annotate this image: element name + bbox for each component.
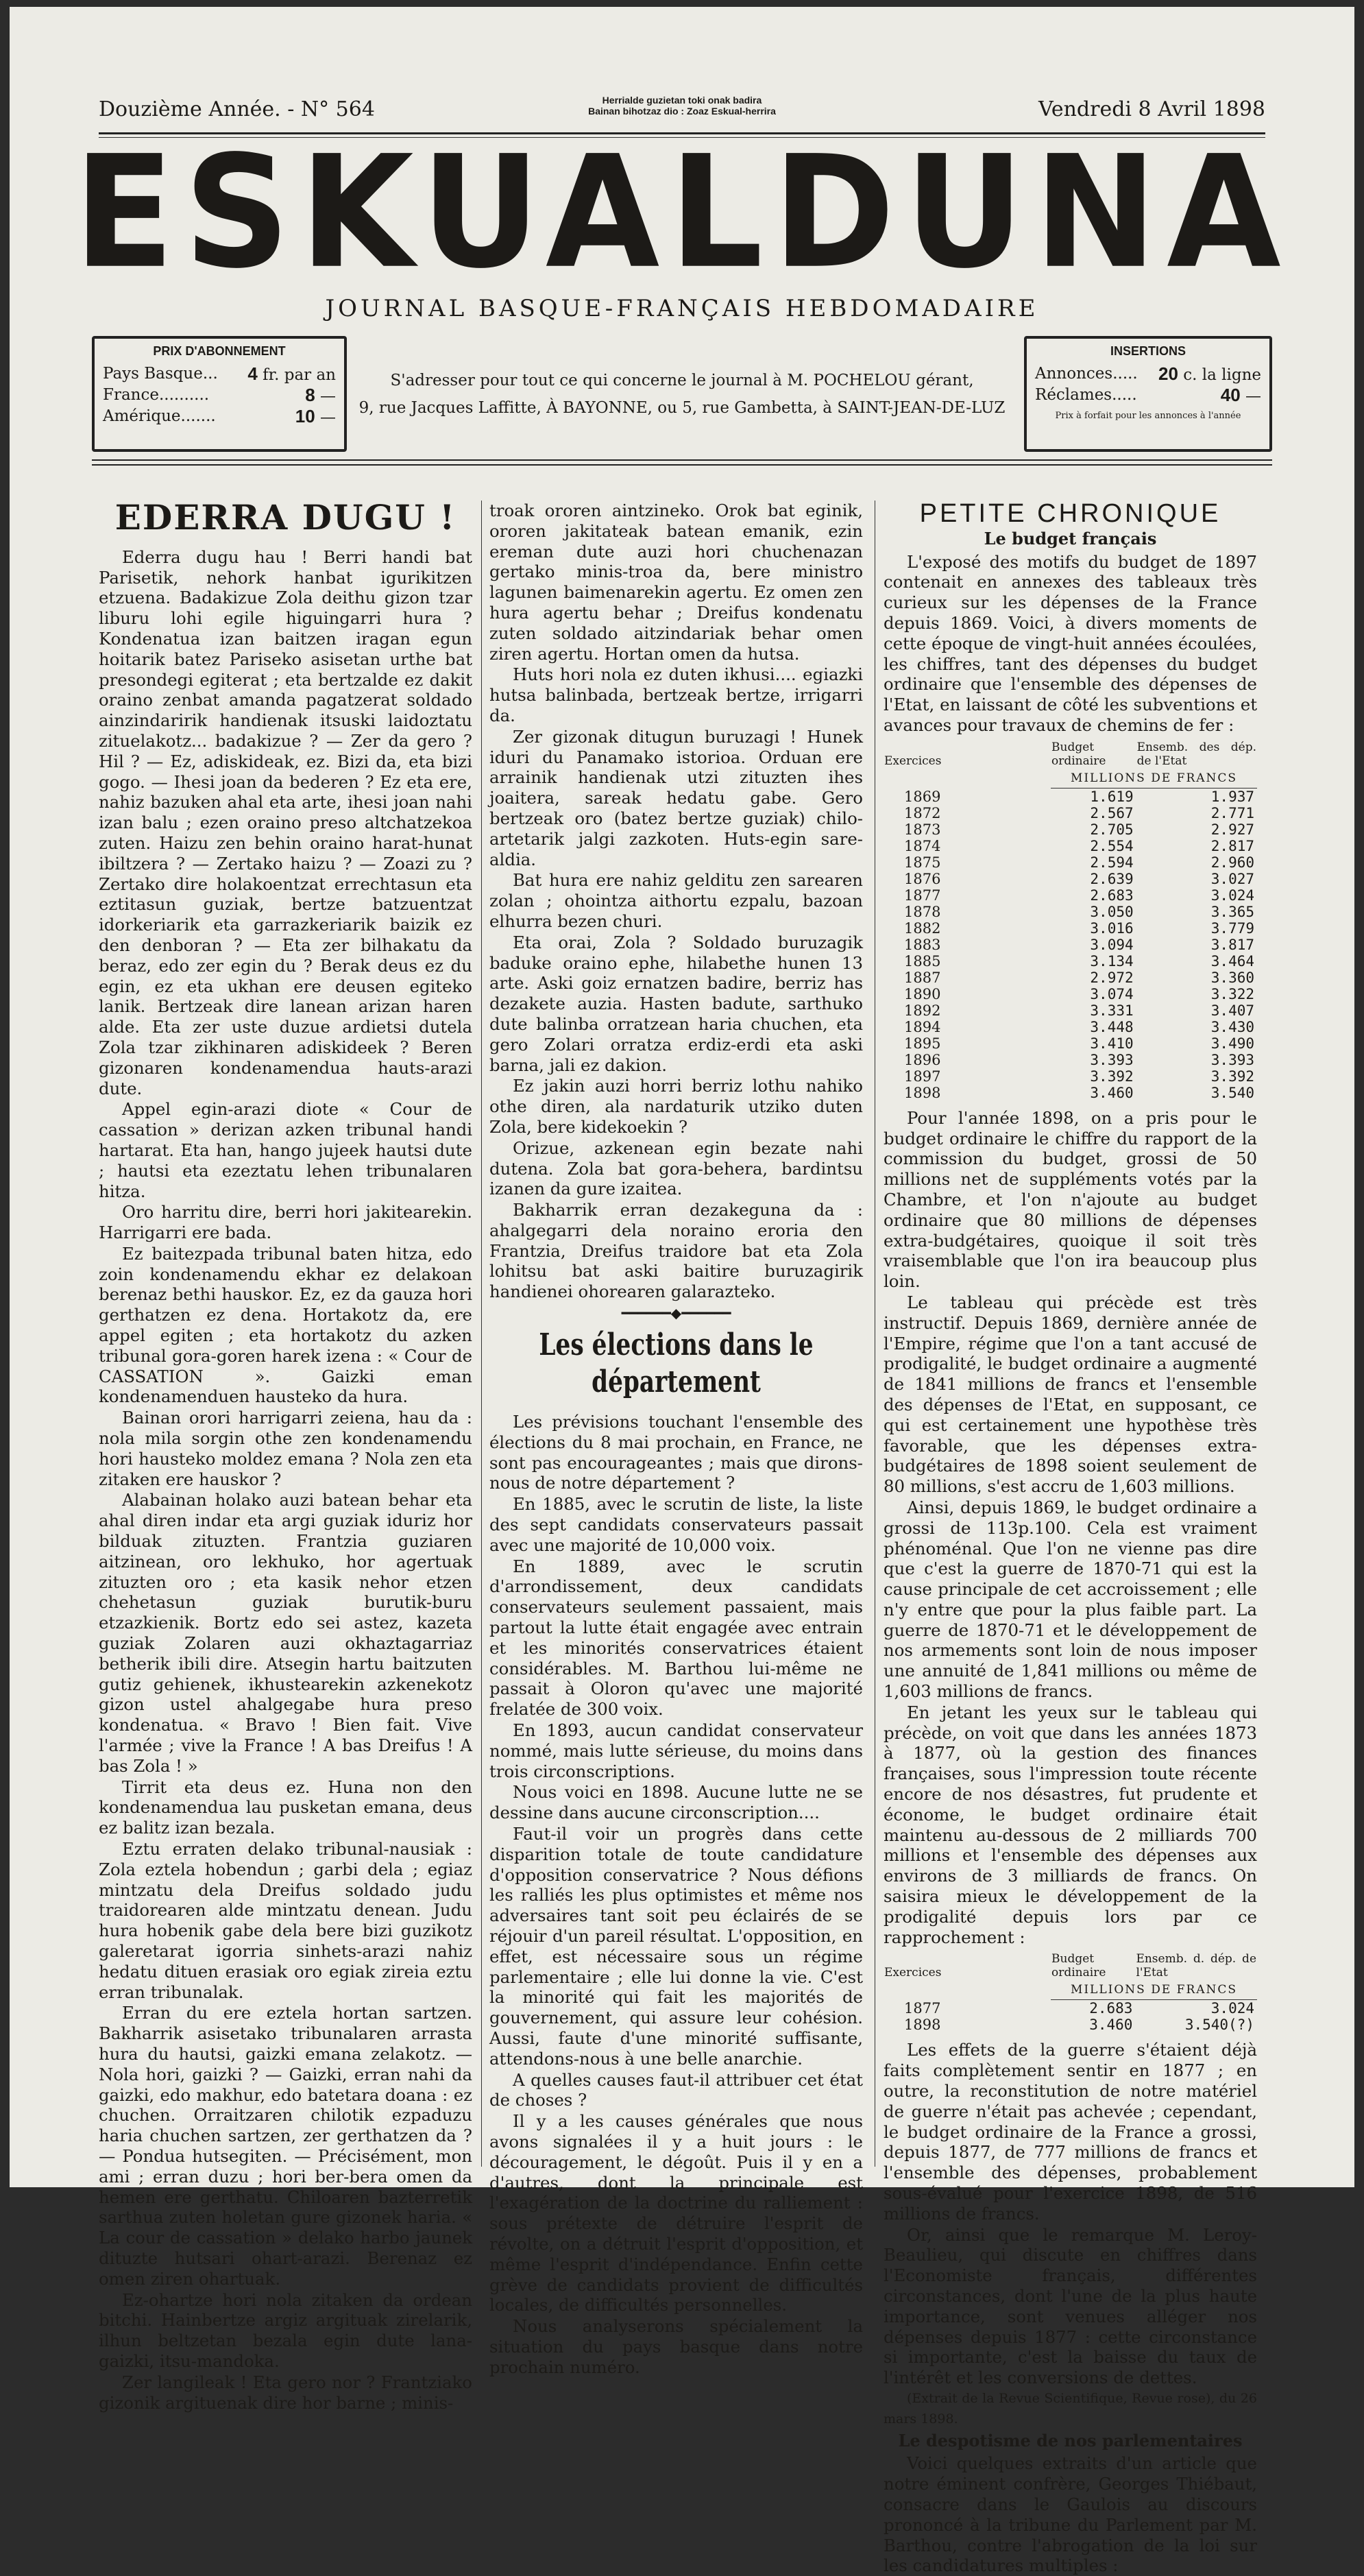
article-title: Le despotisme de nos parlementaires [898, 2430, 1243, 2451]
insertion-row: Annonces..... 20 c. la ligne [1035, 363, 1261, 384]
year-cell: 1883 [904, 936, 941, 953]
year-cell: 1882 [904, 919, 941, 937]
comparison-table: Exercices Budget ordinaire Ensemb. d. dép. de l'Etat MILLIONS DE FRANCS 1877 2.683 3.024 1898 3.460 3.540(?) [884, 1952, 1256, 2034]
source-note: (Extrait de la Revue Scientifique, Revue rose), du 26 mars 1898. [884, 2390, 1257, 2427]
paragraph: Le tableau qui précède est très instructif. Depuis 1869, dernière année de l'Empire, régime que l'on a tant accusé de prodigalité, le budget ordinaire a augmenté de 1841 millions de francs et l'ensemble des dépenses de l'Etat, en supposant, ce qui est certainement une hypothèse très favorable, que les dépenses extra-budgétaires de 1898 soient seulement de 80 millions, s'est accru de 1,603 millions. [884, 1292, 1257, 1497]
article-title: Les élections dans le département [539, 1327, 814, 1400]
column-rule [481, 501, 482, 2167]
article-title: EDERRA DUGU ! [114, 497, 456, 538]
value-cell: 3.393 [1210, 1051, 1254, 1068]
table-row [884, 953, 1257, 970]
year-cell: 1898 [904, 2017, 941, 2034]
paragraph: En 1889, avec le scrutin d'arrondissement, deux candidats conservateurs seulement passaient, mais partout la lutte était engagée avec entrain et les minorités conservatrices étaient considérables. M. Barthou lui-même ne passait à Oloron qu'avec une majorité frelatée de 300 voix. [489, 1556, 863, 1720]
value-cell: 3.392 [1090, 1068, 1134, 1085]
address-block: S'adresser pour tout ce qui concerne le journal à M. POCHELOU gérant, 9, rue Jacques Laffitte, À BAYONNE, ou 5, rue Gambetta, à SAINT-JEAN-DE-LUZ [358, 372, 1006, 417]
table-row [884, 821, 1257, 838]
paragraph: Zer gizonak ditugun buruzagi ! Hunek iduri du Panamako istorioa. Orduan ere arrainik handienak utzi zituzten ihes joaitera, sareak hedatu gabe. Gero bertzeak oro (batez bertze guziak) chilo-artetarik jalgi zazkoten. Huts-egin sare-aldia. [489, 726, 863, 869]
value-cell: 3.410 [1090, 1035, 1134, 1052]
paragraph: En jetant les yeux sur le tableau qui précède, on voit que dans les années 1873 à 1877, où la gestion des finances françaises, sous l'impression toute récente encore de nos désastres, fut prudente et économe, le budget ordinaire était maintenu au-dessous de 2 milliards 700 millions et l'ensemble des dépenses aux environs de 3 milliards de francs. On saisira mieux le développement de la prodigalité depuis lors par ce rapprochement : [884, 1702, 1257, 1947]
issue-date: Vendredi 8 Avril 1898 [1038, 97, 1265, 121]
paragraph: Zer langileak ! Eta gero nor ? Frantziako gizonik argituenak dire hor barne ; minis- [99, 2372, 472, 2413]
paragraph: Nous voici en 1898. Aucune lutte ne se dessine dans aucune circonscription.... [489, 1782, 863, 1823]
value-cell: 3.322 [1210, 985, 1254, 1002]
year-cell: 1892 [904, 1002, 941, 1019]
ornament-divider: ━━━━━━◆━━━━━━ [621, 1305, 731, 1322]
value-cell: 3.024 [1210, 887, 1254, 904]
paragraph: Bat hura ere nahiz gelditu zen sarearen zolan ; ohointza aithortu ezpalu, bazoan elhurra bezen churi. [489, 870, 863, 931]
paragraph: Les effets de la guerre s'étaient déjà faits complètement sentir en 1877 ; en outre, la reconstitution de notre matériel de guerre n'était pas achevée ; cependant, le budget ordinaire de la France a grossi, depuis 1877, de 777 millions de francs et l'ensemble des dépenses, probablement sous-évalué pour l'exercice 1898, de 516 millions de francs. [884, 2040, 1257, 2224]
paragraph: Faut-il voir un progrès dans cette disparition totale de toute candidature d'opposition conservatrice ? Nous défions les ralliés les plus optimistes et même nos adversaires tant soit peu éclairés de se réjouir d'un pareil résultat. L'opposition, en effet, est nécessaire sous un régime parlementaire ; elle lui donne la vie. C'est la minorité qui fait les majorités de gouvernement, qui assure leur cohésion. Aussi, faute d'une minorité suffisante, attendons-nous à une belle anarchie. [489, 1824, 863, 2069]
table-row [884, 854, 1257, 871]
paragraph: Les prévisions touchant l'ensemble des élections du 8 mai prochain, en France, ne sont pas encourageantes ; mais que dirons-nous de notre département ? [489, 1412, 863, 1493]
year-cell: 1872 [904, 804, 941, 821]
table-row [884, 1002, 1257, 1019]
paragraph: Nous analyserons spécialement la situation du pays basque dans notre prochain numéro. [489, 2316, 863, 2377]
paragraph: Pour l'année 1898, on a pris pour le budget ordinaire le chiffre du rapport de la commission du budget, grossi de 50 millions net de suppléments votés par la Chambre, et l'on n'ajoute au budget ordinaire que 80 millions de dépenses extra-budgétaires, quoique il soit très vraisemblable que l'on ira beaucoup plus loin. [884, 1107, 1257, 1292]
year-cell: 1887 [904, 969, 941, 986]
paragraph: Ez baitezpada tribunal baten hitza, edo zoin kondenamendu ekhar ez delakoan berenaz bethi hauskor. Ez, ez da gauza hori gerthatzen ez dena. Hortakotz da, ere appel egiten ; eta hortakotz du azken tribunal gora-goren harek izena : « Cour de CASSATION ». Gaizki eman kondenamenduen hausteko da hura. [99, 1243, 472, 1407]
paragraph: Ederra dugu hau ! Berri handi bat Parisetik, nehork hanbat igurikitzen etzuena. Badakizue Zola deithu gizon tzar liburu lohi egile higuingarri hura ? Kondenatua izan baitzen iragan egun hoitarik batez Pariseko asisetan urthe bat presondegi egiterat ; eta bertzalde ez dakit oraino zenbat amanda pagatzerat soldado ainzindaririk handienak itsuski laidoztatu zituelakotz... badakizue ? — Zer da gero ? Hil ? — Ez, adiskideak, ez. Bizi da, eta bizi gogo. — Ihesi joan da bederen ? Ez eta ere, nahiz bazuken ahal eta arte, ihesi joan nahi izan balu ; ezen oraino preso altchatzekoa zuten. Haizu zen behin oraino harat-hunat ibiltzera ? — Zertako haizu ? — Zoazi zu ? Zertako dire holakoentzat errechtasun eta eztitasun guziak, bertze batzuentzat idorkeriarik eta garrazkeriarik baizik ez den denboran ? — Eta zer bilhakatu da beraz, edo zer egin du ? Berak deus ez du egin, ez eta ukhan ere deusen egiteko lanik. Bertzeak dire lanean arizan haren alde. Eta zer uste duzue ardietsi dutela Zola tzar zikhinaren adiskideek ? Beren gizonaren kondenamendua hauts-arazi dute. [99, 546, 472, 1098]
year-cell: 1894 [904, 1018, 941, 1035]
paragraph: Alabainan holako auzi batean behar eta ahal diren indar eta argi guziak iduriz hor bilduak zituzten. Frantzia guziaren aitzinean, oro lekhuko, hor agertuak zituzten oro ; eta kasik nehor etzen chehetasun guziak burutik-buru etzazkienik. Bortz edo sei astez, kazeta guziak Zolaren auzi okhaztagarriaz betherik ibili dire. Atsegin hartu baitzuten gutiz gehienek, ikhustearekin azkenekotz gizon ustel ahalgegabe hura preso kondenatua. « Bravo ! Bien fait. Vive l'armée ; vive la France ! A bas Dreifus ! A bas Zola ! » [99, 1490, 472, 1776]
year-cell: 1869 [904, 788, 941, 805]
value-cell: 3.094 [1090, 936, 1134, 953]
paragraph: Or, ainsi que le remarque M. Leroy-Beaulieu, qui discute en chiffres dans l'Economiste français, différentes circonstances, dont l'une de la plus haute importance, sont venues alléger nos dépenses depuis 1877 : cette circonstance si importante, c'est la baisse du taux de l'intérêt et les conversions de dettes. [884, 2224, 1257, 2388]
year-cell: 1878 [904, 903, 941, 920]
value-cell: 3.074 [1090, 985, 1134, 1002]
column-3 [884, 499, 1257, 2576]
table-row [884, 871, 1257, 887]
value-cell: 2.567 [1090, 804, 1134, 821]
value-cell: 3.817 [1210, 936, 1254, 953]
value-cell: 3.392 [1210, 1068, 1254, 1085]
year-cell: 1876 [904, 870, 941, 887]
value-cell: 3.331 [1090, 1002, 1134, 1019]
value-cell: 3.027 [1210, 870, 1254, 887]
paragraph: Appel egin-arazi diote « Cour de cassation » derizan azken tribunal handi hartarat. Eta han, hango jujeek hautsi dute ; hautsi eta ezeztatu lehen tribunalaren hitza. [99, 1099, 472, 1201]
value-cell: 3.365 [1210, 903, 1254, 920]
value-cell: 2.960 [1210, 854, 1254, 871]
column-1 [99, 497, 472, 2413]
table-row [884, 1035, 1257, 1052]
value-cell: 2.594 [1090, 854, 1134, 871]
year-cell: 1877 [904, 887, 941, 904]
paragraph: En 1893, aucun candidat conservateur nommé, mais lutte sérieuse, du moins dans trois circonscriptions. [489, 1720, 863, 1781]
article-title: Le budget français [984, 528, 1157, 549]
insertions-box: INSERTIONS Annonces..... 20 c. la ligne Réclames..... 40 — Prix à forfait pour les annonces à l'année [1024, 336, 1272, 452]
year-cell: 1877 [904, 2000, 941, 2017]
issue-number: Douzième Année. - N° 564 [99, 97, 375, 121]
paragraph: A quelles causes faut-il attribuer cet état de choses ? [489, 2069, 863, 2110]
year-cell: 1896 [904, 1051, 941, 1068]
subscription-row: Amérique....... 10 — [103, 406, 336, 426]
value-cell: 1.937 [1210, 788, 1254, 805]
section-divider [92, 459, 1272, 466]
newspaper-page [10, 7, 1354, 2576]
table-row [884, 2017, 1257, 2033]
value-cell: 2.817 [1210, 837, 1254, 854]
table-row [884, 2000, 1257, 2017]
value-cell: 3.134 [1090, 952, 1134, 970]
paragraph: Bakharrik erran dezakeguna da : ahalgegarri dela noraino eroria den Frantzia, Dreifus traidore bat eta Zola lohitsu bat aski baitire buruzagirik handienei ohorearen galarazteko. [489, 1200, 863, 1302]
paragraph: Ainsi, depuis 1869, le budget ordinaire a grossi de 113p.100. Cela est vraiment phénoménal. Que l'on ne vienne pas dire que c'est la guerre de 1870-71 qui est la cause principale de cet accroissement ; elle n'y entre que pour la plus faible part. La guerre de 1870-71 et le développement de nos armements sont loin de nous imposer une annuité de 1,841 millions ou même de 1,603 millions de francs. [884, 1497, 1257, 1702]
year-cell: 1897 [904, 1068, 941, 1085]
paragraph: Il y a les causes générales que nous avons signalées il y a huit jours : le découragement, le dégoût. Puis il y en a d'autres, dont la principale est l'exagération de la doctrine du ralliement : sous prétexte de détruire l'esprit de révolte, on a détruit l'esprit d'opposition, et même l'esprit d'indépendance. Enfin cette grève de candidats provient de difficultés locales, de difficultés personnelles. [489, 2111, 863, 2315]
value-cell: 2.683 [1089, 2000, 1133, 2017]
table-row [884, 920, 1257, 937]
year-cell: 1898 [904, 1084, 941, 1101]
masthead-subtitle: JOURNAL BASQUE-FRANÇAIS HEBDOMADAIRE [325, 295, 1039, 322]
insertion-row: Réclames..... 40 — [1035, 385, 1261, 405]
value-cell: 2.683 [1090, 887, 1134, 904]
paragraph: Ez jakin auzi horri berriz lothu nahiko othe diren, ala nardaturik utziko duten Zola, bere kidekoekin ? [489, 1076, 863, 1137]
value-cell: 3.393 [1090, 1051, 1134, 1068]
value-cell: 3.460 [1090, 1084, 1134, 1101]
paragraph: L'exposé des motifs du budget de 1897 contenait en annexes des tableaux très curieux sur les dépenses de la France depuis 1869. Voici, à divers moments de cette époque de vingt-huit années écoulées, les chiffres, tant des dépenses du budget ordinaire que l'ensemble des dépenses de l'Etat, en laissant de côté les subventions et avances pour travaux de chemins de fer : [884, 551, 1257, 735]
value-cell: 3.779 [1210, 919, 1254, 937]
paragraph: En 1885, avec le scrutin de liste, la liste des sept candidats conservateurs passait avec une majorité de 10,000 voix. [489, 1494, 863, 1555]
value-cell: 3.024 [1210, 2000, 1254, 2017]
value-cell: 3.490 [1210, 1035, 1254, 1052]
column-2 [489, 501, 863, 2377]
value-cell: 3.540 [1210, 1084, 1254, 1101]
value-cell: 2.771 [1210, 804, 1254, 821]
subscription-row: Pays Basque... 4 fr. par an [103, 363, 336, 384]
table-row [884, 970, 1257, 986]
budget-table: Exercices Budget ordinaire Ensemb. des dép. de l'Etat MILLIONS DE FRANCS 1869 1.619 1.937 1872 2.567 2.771 1873 2.705 2.927 1874 2.554 2.817 1875 2.594 2.960 1876 2.639 3.027 1877 2.683 3.024 1878 3.050 3.365 1882 3.016 3.779 1883 3.094 3.817 1885 3.134 3.464 1887 2.972 3.360 1890 3.074 3.322 1892 3.331 3.407 1894 3.448 3.430 1895 3.410 3.490 1896 3.393 3.393 1897 3.392 3.392 1898 3.460 3.540 [884, 740, 1256, 1101]
value-cell: 3.016 [1090, 919, 1134, 937]
value-cell: 3.448 [1090, 1018, 1134, 1035]
paragraph: Oro harritu dire, berri hori jakitearekin. Harrigarri ere bada. [99, 1202, 472, 1243]
paragraph: Eta orai, Zola ? Soldado buruzagik baduke oraino ephe, hilabethe hunen 13 arte. Aski goiz ernatzen badire, berriz has dezakete auzia. Hasten badute, sarthuko dute balinba orratzean haria chuchen, eta gero Zolari orratza erdiz-erdi eta aski barna, jali ez dakion. [489, 932, 863, 1075]
paragraph: Huts hori nola ez duten ikhusi.... egiazki hutsa balinbada, bertzeak bertze, irrigarri da. [489, 664, 863, 725]
section-title: PETITE CHRONIQUE [919, 499, 1221, 528]
year-cell: 1890 [904, 985, 941, 1002]
table-row [884, 1019, 1257, 1035]
table-row [884, 838, 1257, 854]
paragraph: troak ororen aintzineko. Orok bat eginik, ororen jakitateak batean emanik, ezin ereman dute auzi hori chuchenazan gertako minis-troa da, bere ministro lagunen baimenarekin agertu. Ez omen zen hura agertu behar ; Dreifus kondenatu zuten soldado aitzindariak behar omen ziren agertu. Hortan omen da hutsa. [489, 501, 863, 664]
table-row [884, 788, 1257, 805]
year-cell: 1885 [904, 952, 941, 970]
value-cell: 2.705 [1090, 821, 1134, 838]
value-cell: 2.927 [1210, 821, 1254, 838]
paragraph: Ez-ohartze hori nola zitaken da ordean bitchi. Hainbertze argiz argituak zirelarik, ilhun beltzetan bezala egin dute lana-gaizki, itsu-mandoka. [99, 2289, 472, 2371]
table-row [884, 1085, 1257, 1101]
paragraph: Erran du ere eztela hortan sartzen. Bakharrik asisetako tribunalaren arrasta hura du hautsi, gaizki emana zelakotz. — Nola hori, gaizki ? — Gaizki, erran nahi da gaizki, edo makhur, edo batetara doana : ez chuchen. Orraitzaren chilotik ezpaduzu haria chuchen sartzen, zer gerthatzen da ? — Pondua hutsegiten. — Précisément, mon ami ; erran duzu ; hori ber-bera omen da hemen ere gerthatu. Chiloaren bazterretik sarthua zuten holetan gure gizonek haria. « La cour de cassation » delako harbo jaunek dituzte hutsari ohart-arazi. Berenaz ez omen ziren ohartuak. [99, 2003, 472, 2289]
table-row [884, 805, 1257, 821]
paragraph: Bainan orori harrigarri zeiena, hau da : nola mila sorgin othe zen kondenamendu hori hausteko moldez emana ? Nola zen eta zitaken ere hauskor ? [99, 1408, 472, 1489]
table-row [884, 937, 1257, 953]
paragraph: Voici quelques extraits d'un article que notre éminent confrère, Georges Thiébaut, consacre dans le Gaulois au discours prononcé à la tribune du Parlement par M. Barthou, contre l'abrogation de la loi sur les candidatures multiples : [884, 2453, 1257, 2576]
value-cell: 3.460 [1089, 2017, 1133, 2034]
value-cell: 3.430 [1210, 1018, 1254, 1035]
motto: Herrialde guzietan toki onak badira Bainan bihotzaz dio : Zoaz Eskual-herrira [588, 95, 776, 117]
value-cell: 1.619 [1090, 788, 1134, 805]
value-cell: 3.407 [1210, 1002, 1254, 1019]
table-row [884, 887, 1257, 904]
subscription-box: PRIX D'ABONNEMENT Pays Basque... 4 fr. par an France.......... 8 — Amérique....... 10 — [92, 336, 347, 452]
value-cell: 2.554 [1090, 837, 1134, 854]
value-cell: 3.360 [1210, 969, 1254, 986]
year-cell: 1873 [904, 821, 941, 838]
value-cell: 2.639 [1090, 870, 1134, 887]
value-cell: 2.972 [1090, 969, 1134, 986]
masthead-title: ESKUALDUNA [73, 121, 1291, 303]
year-cell: 1895 [904, 1035, 941, 1052]
value-cell: 3.464 [1210, 952, 1254, 970]
table-row [884, 986, 1257, 1002]
subscription-row: France.......... 8 — [103, 385, 336, 405]
year-cell: 1874 [904, 837, 941, 854]
paragraph: Eztu erraten delako tribunal-nausiak : Zola eztela hobendun ; garbi dela ; egiaz mintzatu dela Dreifus soldado judu traidorearen alde mintzatu denean. Judu hura hobenik gabe dela bere bizi guzikotz galeretarat igorria sinhets-arazi nahiz hedatu dituen erasiak oro egiak zireia eztu erran tribunalak. [99, 1839, 472, 2002]
table-row [884, 904, 1257, 920]
paragraph: Orizue, azkenean egin bezate nahi dutena. Zola bat gora-behera, bardintsu izanen da gure izaitea. [489, 1137, 863, 1199]
value-cell: 3.540(?) [1184, 2017, 1254, 2034]
table-row [884, 1052, 1257, 1068]
value-cell: 3.050 [1090, 903, 1134, 920]
table-row [884, 1068, 1257, 1085]
paragraph: Tirrit eta deus ez. Huna non den kondenamendua lau pusketan emana, deus ez balitz izan bezala. [99, 1777, 472, 1838]
year-cell: 1875 [904, 854, 941, 871]
